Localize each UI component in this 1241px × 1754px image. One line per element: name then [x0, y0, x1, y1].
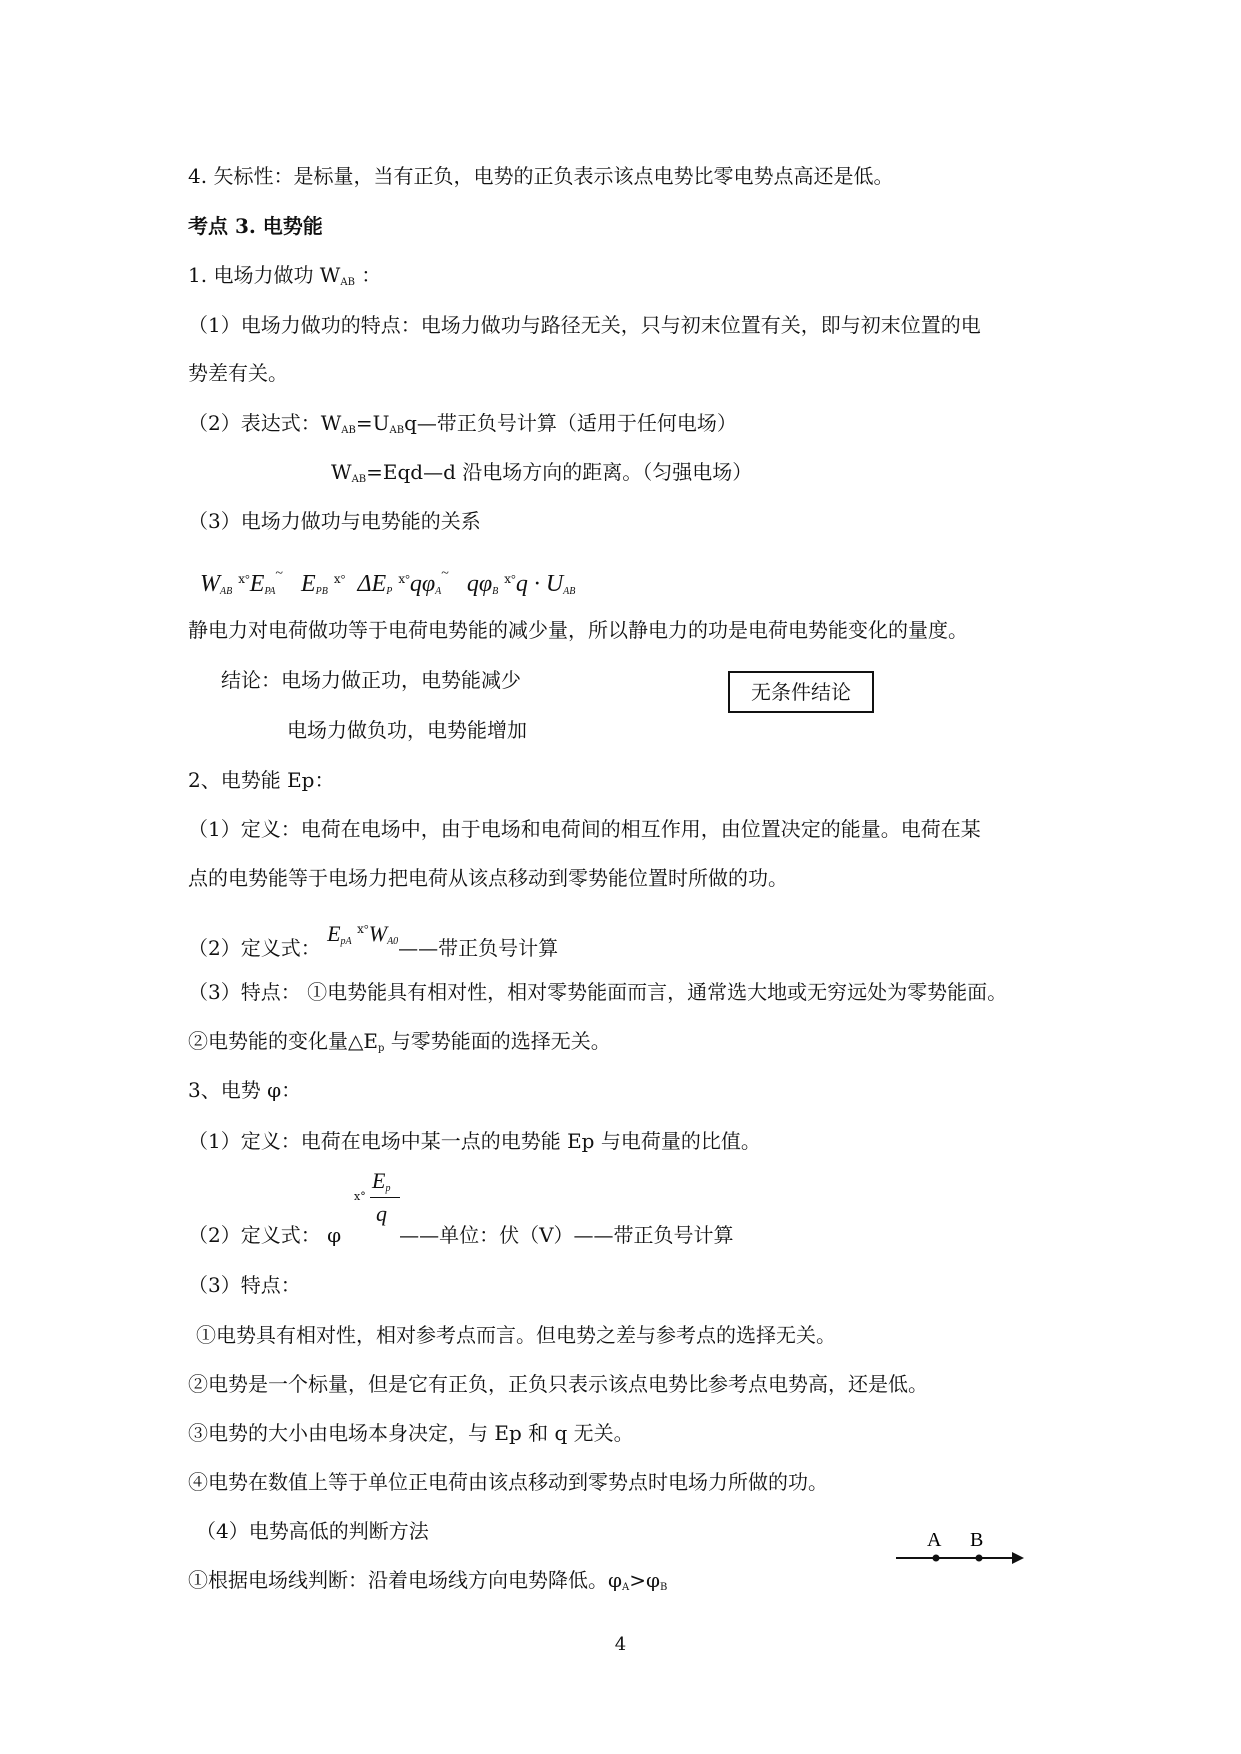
feature-item: ③电势的大小由电场本身决定，与 Ep 和 q 无关。: [188, 1421, 634, 1445]
feature-item: ①根据电场线判断：沿着电场线方向电势降低。$\varphi_A>\varphi_B$: [188, 1568, 668, 1593]
subheading: （3）特点：: [188, 1273, 301, 1297]
formula-ep: $E_{pA}$ $^{ⅹ^\circ}W_{A0}$: [327, 921, 399, 947]
expression-line: $W_{AB}=Eqd—d$ 沿电场方向的距离。（匀强电场）: [331, 460, 753, 485]
feature-item: ①电势具有相对性，相对参考点而言。但电势之差与参考点的选择无关。: [196, 1323, 836, 1347]
paragraph-line: （1）定义：电荷在电场中，由于电场和电荷间的相互作用，由位置决定的能量。电荷在某: [188, 817, 981, 841]
point-b: [976, 1555, 983, 1562]
expression-line: （2）表达式：$W_{AB}=U_{AB}q—$带正负号计算（适用于任何电场）: [188, 411, 737, 436]
subheading: （3）电场力做功与电势能的关系: [188, 509, 481, 533]
point-a: [933, 1555, 940, 1562]
subheading: （4）电势高低的判断方法: [196, 1519, 429, 1543]
field-line-diagram: [890, 1510, 1030, 1570]
arrow-head-icon: [1012, 1552, 1024, 1564]
conclusion-line: 电场力做负功，电势能增加: [287, 718, 527, 742]
paragraph-line: （3）特点： ①电势能具有相对性，相对零势能面而言，通常选大地或无穷远处为零势能面。: [188, 980, 1008, 1004]
paragraph-line: ②电势能的变化量$\triangle E_p$ 与零势能面的选择无关。: [188, 1029, 611, 1054]
definition-formula-line: （2）定义式： $E_{pA}$ $^{ⅹ^\circ}W_{A0}——$带正负号计算: [188, 921, 559, 960]
label-a: A: [927, 1529, 942, 1551]
section-heading: 考点 3. 电势能: [188, 214, 323, 238]
formula-potential-fraction: ⅹ° $E_p$ q: [354, 1168, 404, 1238]
formula-work-energy: $W_{AB}$ $^{ⅹ^\circ}E_{PA}^\sim$ $E_{PB}$ $^{ⅹ^\circ}$ $\Delta E_P$ $^{ⅹ^\circ}q\varphi_A^\sim$ $q\varphi_B$ $^{ⅹ^\circ}q \cdot U_{AB}$: [200, 566, 576, 597]
label-b: B: [970, 1529, 984, 1551]
unconditional-conclusion-box: 无条件结论: [728, 671, 874, 713]
paragraph-line: 势差有关。: [188, 361, 288, 385]
definition-formula-line: （2）定义式： φ ——单位：伏（V）——带正负号计算: [188, 1223, 734, 1247]
item-2-heading: 2、电势能 Ep：: [188, 768, 335, 792]
page-number: 4: [614, 1634, 627, 1655]
paragraph-line: （1）电场力做功的特点：电场力做功与路径无关，只与初末位置有关，即与初末位置的电: [188, 313, 981, 337]
paragraph-line: （1）定义：电荷在电场中某一点的电势能 Ep 与电荷量的比值。: [188, 1129, 761, 1153]
feature-item: ④电势在数值上等于单位正电荷由该点移动到零势点时电场力所做的功。: [188, 1470, 828, 1494]
fraction-bar: [370, 1197, 400, 1198]
item-4-vector-scalar: 4. 矢标性：是标量，当有正负，电势的正负表示该点电势比零电势点高还是低。: [188, 164, 894, 188]
feature-item: ②电势是一个标量，但是它有正负，正负只表示该点电势比参考点电势高，还是低。: [188, 1372, 928, 1396]
item-1-heading: 1. 电场力做功 $W_{AB}$ ：: [188, 263, 382, 288]
paragraph-line: 点的电势能等于电场力把电荷从该点移动到零势能位置时所做的功。: [188, 866, 788, 890]
item-3-heading: 3、电势 φ：: [188, 1078, 302, 1102]
paragraph-line: 静电力对电荷做功等于电荷电势能的减少量，所以静电力的功是电荷电势能变化的量度。: [188, 618, 968, 642]
conclusion-line: 结论：电场力做正功，电势能减少: [221, 668, 521, 692]
